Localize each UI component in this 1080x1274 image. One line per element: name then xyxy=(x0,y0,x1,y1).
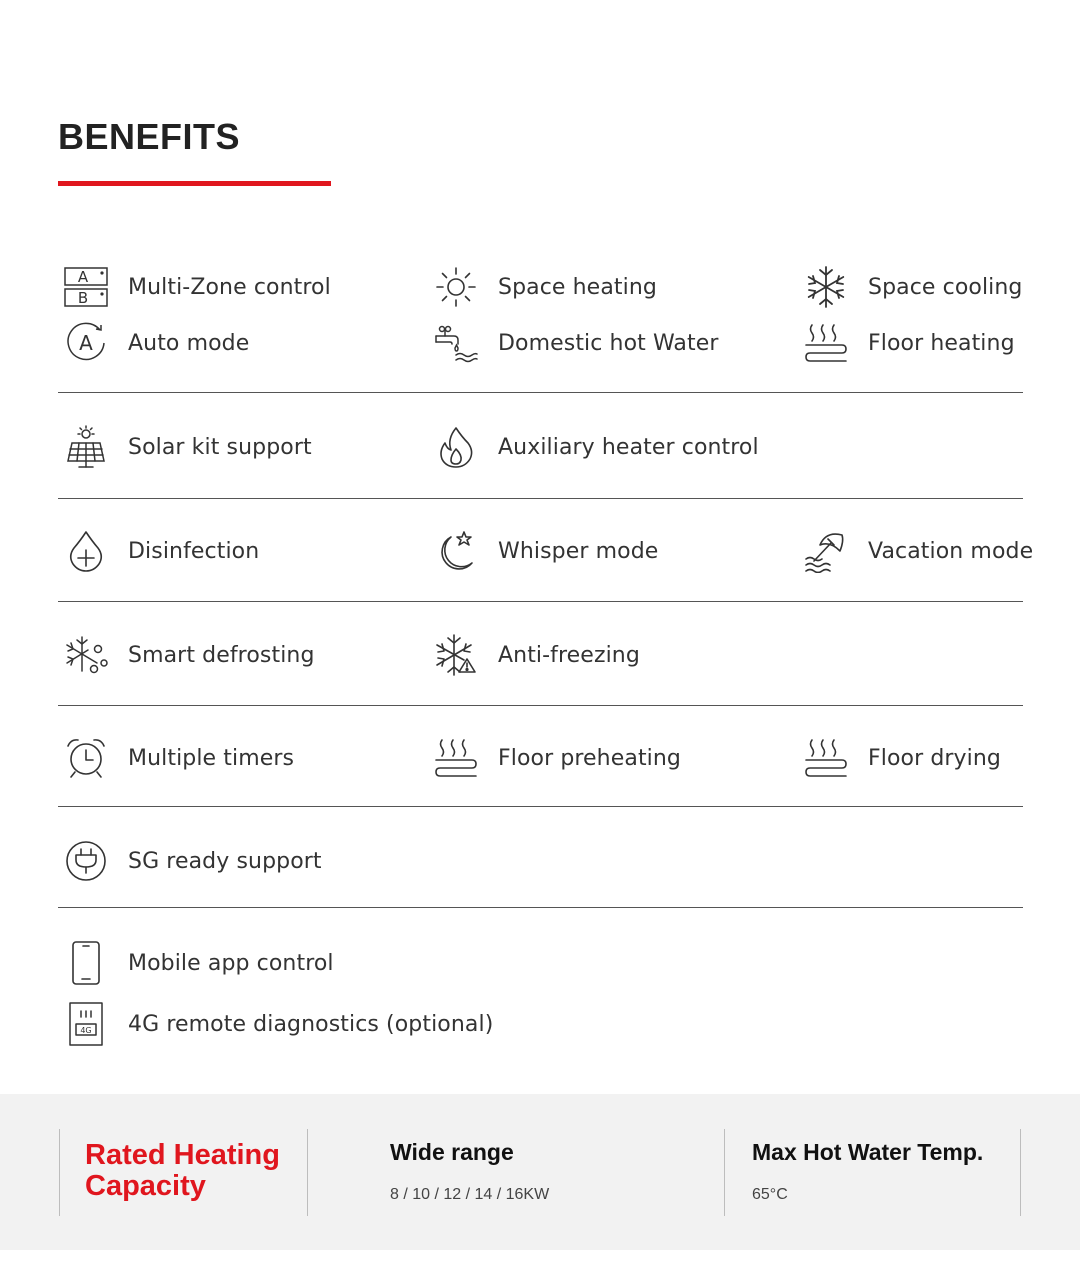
feature-label: Floor heating xyxy=(868,330,1015,356)
feature-label: Whisper mode xyxy=(498,538,659,564)
wide-range-title: Wide range xyxy=(390,1139,514,1165)
feature-floor-preheating xyxy=(434,736,681,780)
feature-label: Multi-Zone control xyxy=(128,274,331,300)
spec-divider xyxy=(307,1129,308,1216)
section-divider xyxy=(58,498,1023,499)
feature-label: Smart defrosting xyxy=(128,642,315,668)
spec-divider xyxy=(1020,1129,1021,1216)
feature-label: Disinfection xyxy=(128,538,260,564)
feature-label: Solar kit support xyxy=(128,434,312,460)
sun-icon xyxy=(434,265,478,309)
svg-text:A: A xyxy=(79,331,93,355)
auto-mode-icon xyxy=(64,321,108,365)
feature-auto-mode xyxy=(64,321,249,365)
feature-floor-drying xyxy=(804,736,1001,780)
feature-multi-zone-control xyxy=(64,265,331,309)
plug-icon xyxy=(64,839,108,883)
floor-heating-icon xyxy=(804,321,848,365)
feature-anti-freezing xyxy=(434,633,640,677)
page-title: BENEFITS xyxy=(58,116,241,157)
feature-space-cooling xyxy=(804,265,1022,309)
feature-label: Multiple timers xyxy=(128,745,295,771)
feature-mobile-app-control xyxy=(64,941,334,985)
feature-label: Domestic hot Water xyxy=(498,330,719,356)
defrost-icon xyxy=(64,633,108,677)
feature-domestic-hot-water xyxy=(434,321,719,365)
feature-whisper-mode xyxy=(434,529,658,573)
feature-auxiliary-heater-control xyxy=(434,425,759,469)
rated-heating-capacity-heading: Rated Heating Capacity xyxy=(85,1139,280,1202)
floor-heating-icon xyxy=(804,736,848,780)
feature-label: Space cooling xyxy=(868,274,1023,300)
max-temp-title: Max Hot Water Temp. xyxy=(752,1139,984,1165)
title-underline xyxy=(58,181,331,186)
spec-divider xyxy=(59,1129,60,1216)
feature-label: Auxiliary heater control xyxy=(498,434,759,460)
feature-label: 4G remote diagnostics (optional) xyxy=(128,1011,494,1037)
feature-floor-heating xyxy=(804,321,1015,365)
ab-zone-icon xyxy=(64,265,108,309)
svg-text:B: B xyxy=(77,289,89,307)
section-divider xyxy=(58,705,1023,706)
moon-star-icon xyxy=(434,529,478,573)
feature-label: Vacation mode xyxy=(868,538,1034,564)
max-temp-value: 65°C xyxy=(752,1186,788,1203)
spec-divider xyxy=(724,1129,725,1216)
alarm-clock-icon xyxy=(64,736,108,780)
faucet-icon xyxy=(434,321,478,365)
section-divider xyxy=(58,806,1023,807)
section-divider xyxy=(58,907,1023,908)
floor-heating-icon xyxy=(434,736,478,780)
feature-solar-kit-support xyxy=(64,425,312,469)
feature-multiple-timers xyxy=(64,736,294,780)
feature-label: SG ready support xyxy=(128,848,322,874)
section-divider xyxy=(58,601,1023,602)
snowflake-icon xyxy=(804,265,848,309)
solar-panel-icon xyxy=(64,425,108,469)
svg-text:4G: 4G xyxy=(80,1026,92,1035)
feature-label: Mobile app control xyxy=(128,950,334,976)
snowflake-warning-icon xyxy=(434,633,478,677)
wide-range-value: 8 / 10 / 12 / 14 / 16KW xyxy=(390,1186,550,1203)
feature-label: Space heating xyxy=(498,274,657,300)
feature-smart-defrosting xyxy=(64,633,315,677)
feature-sg-ready-support xyxy=(64,839,322,883)
feature-label: Auto mode xyxy=(128,330,250,356)
feature-disinfection xyxy=(64,529,259,573)
drop-plus-icon xyxy=(64,529,108,573)
feature-vacation-mode xyxy=(804,529,1033,573)
feature-label: Floor preheating xyxy=(498,745,681,771)
feature-label: Anti-freezing xyxy=(498,642,640,668)
feature-space-heating xyxy=(434,265,657,309)
sim-card-icon xyxy=(64,1002,108,1046)
feature-4g-remote-diagnostics xyxy=(64,1002,493,1046)
beach-umbrella-icon xyxy=(804,529,848,573)
smartphone-icon xyxy=(64,941,108,985)
svg-text:A: A xyxy=(77,268,89,286)
section-divider xyxy=(58,392,1023,393)
feature-label: Floor drying xyxy=(868,745,1001,771)
flame-icon xyxy=(434,425,478,469)
